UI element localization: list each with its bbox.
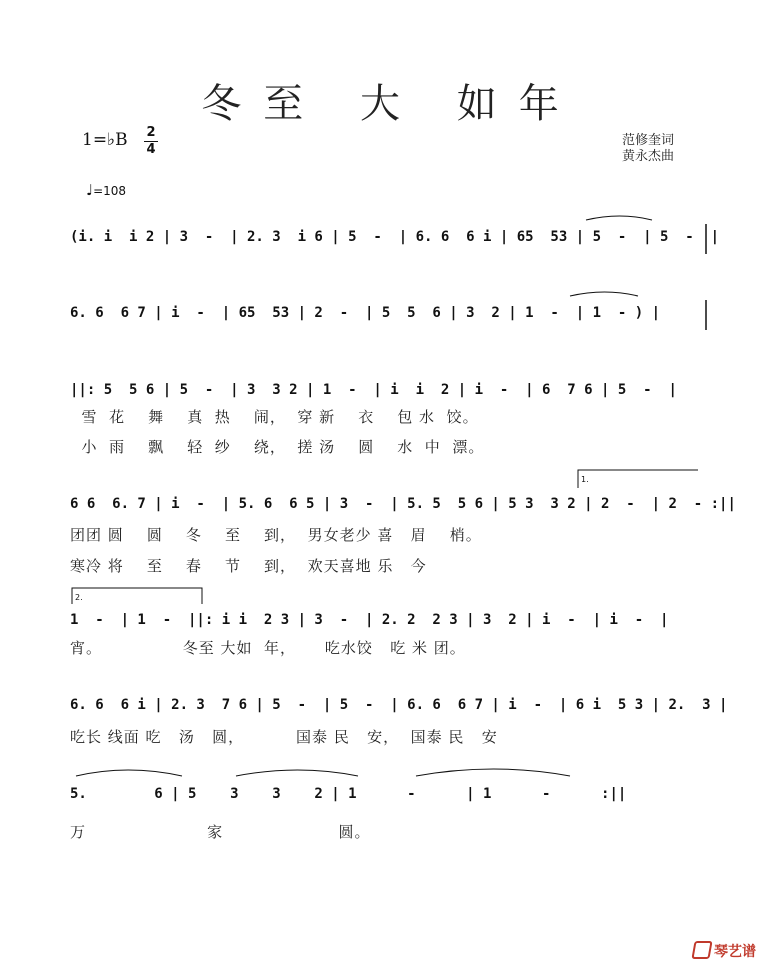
- composer-credit: 黄永杰曲: [622, 149, 675, 164]
- logo-icon: [691, 941, 712, 959]
- score-line: 6. 6 6 i | 2. 3 7 6 | 5 - | 5 - | 6. 6 6 7 | i - | 6 i 5 3 | 2. 3 |: [70, 697, 728, 713]
- time-numerator: 2: [146, 125, 156, 140]
- volta-bracket-2: [0, 578, 782, 638]
- svg-text:1.: 1.: [581, 475, 589, 484]
- lyric-line: 团团 圆 圆 冬 至 到， 男女老少 喜 眉 梢。: [70, 526, 482, 544]
- score-line: 6. 6 6 7 | i - | 65 53 | 2 - | 5 5 6 | 3 2 | 1 - | 1 - ) |: [70, 305, 661, 321]
- tempo-marking: [86, 181, 126, 199]
- lyricist-credit: 范修奎词: [622, 133, 675, 148]
- page-title: 冬至 大 如年: [201, 81, 581, 127]
- score-line: (i. i i 2 | 3 - | 2. 3 i 6 | 5 - | 6. 6 6 i | 65 53 | 5 - | 5 - |: [70, 229, 720, 245]
- volta-bracket-1: [0, 462, 782, 522]
- time-signature: [144, 126, 158, 157]
- score-line: 5. 6 | 5 3 3 2 | 1 - | 1 - :||: [70, 786, 627, 802]
- time-denominator: 4: [146, 142, 156, 157]
- tempo-value: =108: [93, 184, 127, 198]
- lyric-line: 小 雨 飘 轻 纱 绕， 搓 汤 圆 水 中 漂。: [70, 438, 485, 456]
- lyric-line: 寒冷 将 至 春 节 到， 欢天喜地 乐 今: [70, 557, 427, 575]
- score-line: 6 6 6. 7 | i - | 5. 6 6 5 | 3 - | 5. 5 5 6 | 5 3 3 2 | 2 - | 2 - :||: [70, 496, 736, 512]
- quarter-note-icon: ♩: [86, 181, 94, 199]
- credits: [622, 133, 674, 165]
- svg-text:2.: 2.: [75, 593, 83, 602]
- score-line: ||: 5 5 6 | 5 - | 3 3 2 | 1 - | i i 2 | i - | 6 7 6 | 5 - |: [70, 382, 677, 398]
- key-signature: 1=♭B: [82, 130, 128, 150]
- lyric-line: 雪 花 舞 真 热 闹， 穿 新 衣 包 水 饺。: [70, 408, 479, 426]
- lyric-line: 万 家 圆。: [70, 823, 371, 841]
- lyric-line: 吃长 线面 吃 汤 圆， 国泰 民 安， 国泰 民 安: [70, 728, 498, 746]
- score-line: 1 - | 1 - ||: i i 2 3 | 3 - | 2. 2 2 3 | 3 2 | i - | i - |: [70, 612, 669, 628]
- site-logo: [693, 941, 756, 961]
- lyric-line: 宵。 冬至 大如 年， 吃水饺 吃 米 团。: [70, 639, 466, 657]
- logo-text: 琴艺谱: [714, 944, 756, 960]
